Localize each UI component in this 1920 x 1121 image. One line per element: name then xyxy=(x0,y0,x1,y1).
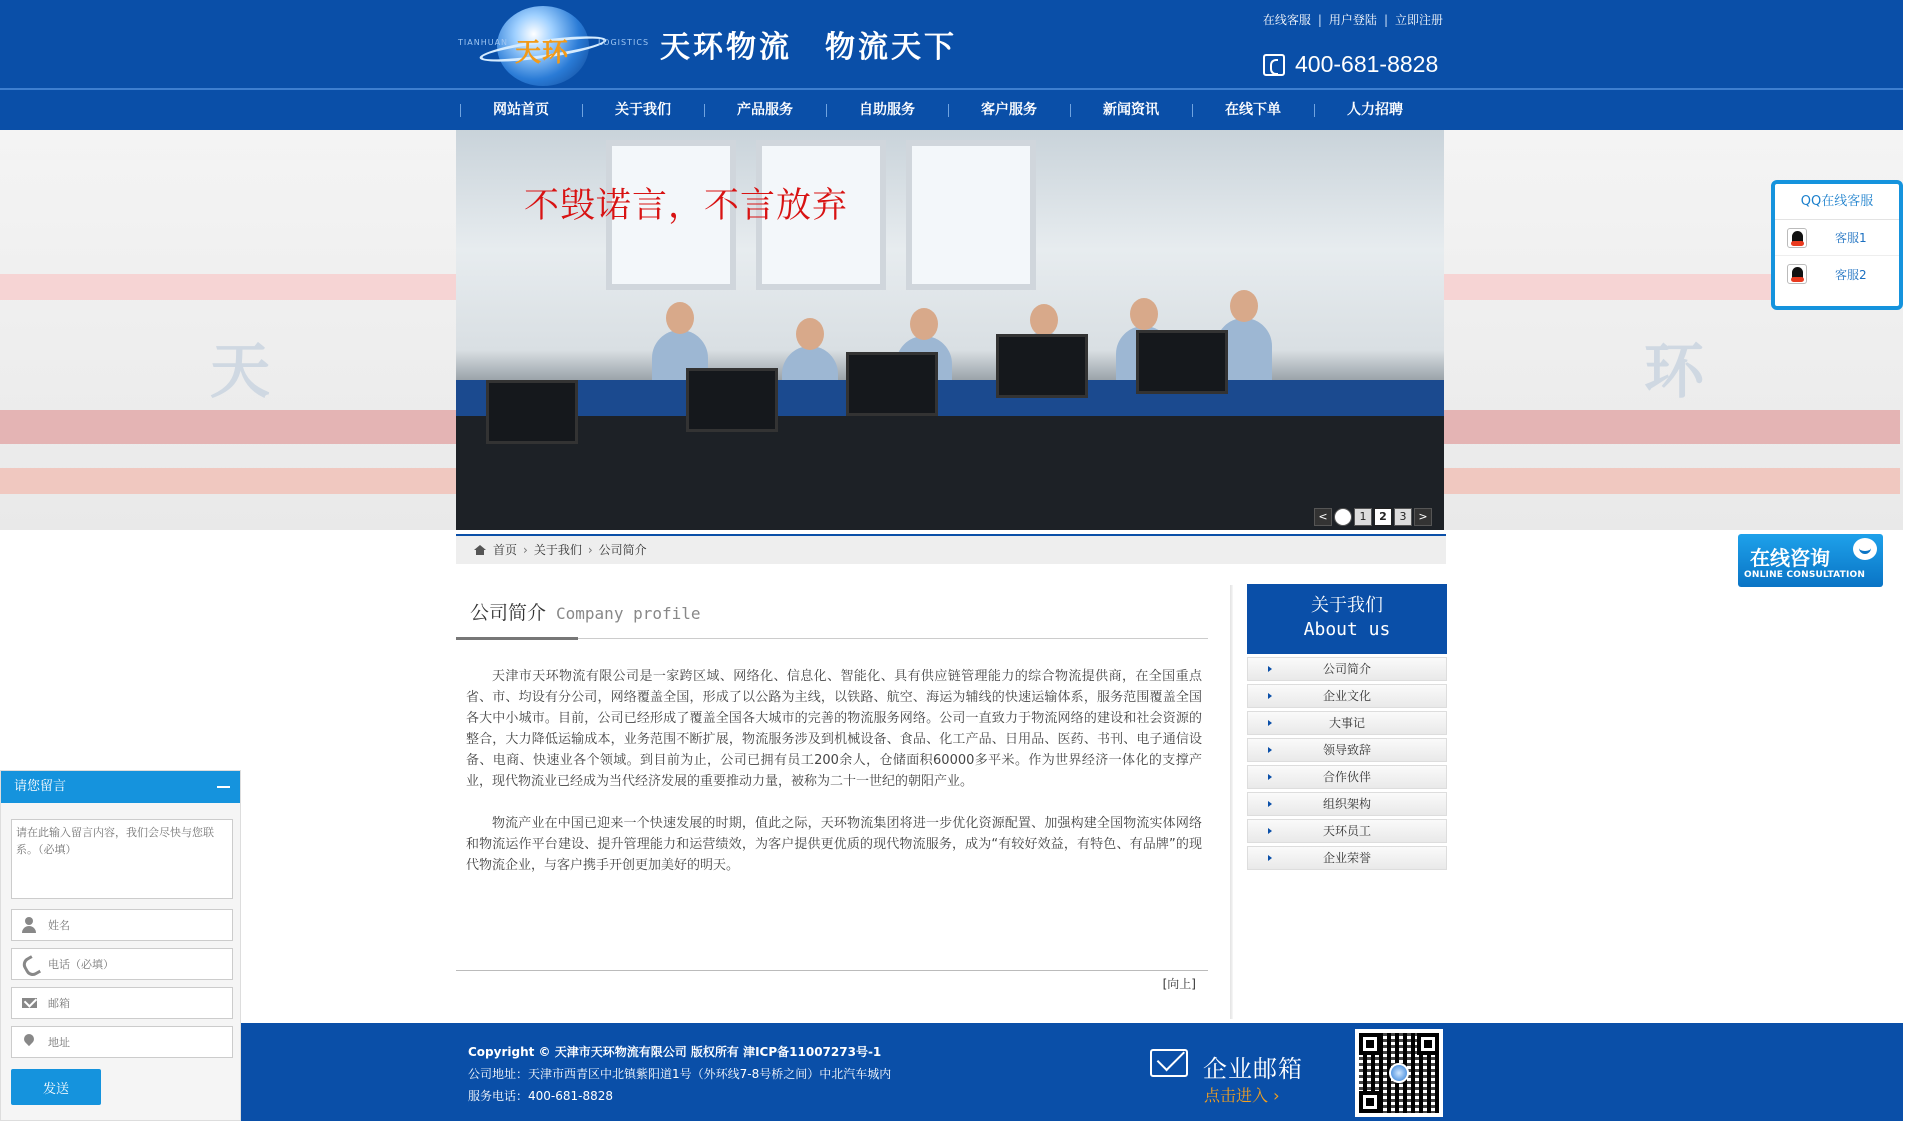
window-image xyxy=(906,140,1036,290)
message-content-input[interactable] xyxy=(11,819,233,899)
header-slogan: 天环物流 物流天下 xyxy=(660,30,957,65)
qq-agent-label: 客服2 xyxy=(1835,267,1867,282)
divider: | xyxy=(1383,13,1388,27)
person-head xyxy=(796,318,824,350)
triangle-right-icon xyxy=(1268,774,1272,780)
address-input[interactable] xyxy=(48,1036,218,1049)
triangle-right-icon xyxy=(1268,801,1272,807)
main-content xyxy=(456,580,1208,991)
triangle-right-icon xyxy=(1268,693,1272,699)
title-divider xyxy=(456,638,1208,639)
banner-caption: 不毁诺言，不言放弃 xyxy=(524,186,849,226)
logo-text: 天环 xyxy=(515,38,570,68)
name-field[interactable] xyxy=(11,909,233,941)
message-widget-header xyxy=(1,771,240,803)
person-head xyxy=(1230,290,1258,322)
sidebar-item-company-profile[interactable] xyxy=(1247,657,1447,681)
triangle-right-icon xyxy=(1268,747,1272,753)
page-title xyxy=(470,598,701,625)
sidebar-item-staff[interactable] xyxy=(1247,819,1447,843)
chevron-right-icon: › xyxy=(523,543,528,557)
qr-logo-icon xyxy=(1389,1063,1409,1083)
hero-banner[interactable] xyxy=(456,130,1444,530)
footer-copyright: Copyright © 天津市天环物流有限公司 版权所有 津ICP备11007273号-1 xyxy=(468,1045,882,1059)
divider: | xyxy=(1317,13,1322,27)
nav-item-news[interactable]: 新闻资讯 xyxy=(1070,90,1192,130)
qq-agent-2[interactable] xyxy=(1775,256,1899,292)
monitor-image xyxy=(846,352,938,416)
qq-penguin-icon xyxy=(1787,264,1807,284)
user-icon xyxy=(12,910,48,940)
chat-bubble-icon xyxy=(1853,538,1877,560)
sidebar-item-label: 组织架构 xyxy=(1322,797,1371,811)
sidebar-item-milestones[interactable] xyxy=(1247,711,1447,735)
logo-side-left: TIANHUAN xyxy=(458,38,509,47)
nav-item-online-order[interactable]: 在线下单 xyxy=(1192,90,1314,130)
nav-item-recruitment[interactable]: 人力招聘 xyxy=(1314,90,1436,130)
top-link-online-service[interactable]: 在线客服 xyxy=(1262,13,1311,27)
person-head xyxy=(1130,298,1158,330)
top-link-register[interactable]: 立即注册 xyxy=(1394,13,1443,27)
sidebar xyxy=(1247,584,1447,873)
banner-dot-icon[interactable] xyxy=(1334,508,1352,526)
top-link-login[interactable]: 用户登陆 xyxy=(1328,13,1377,27)
main-nav xyxy=(0,88,1903,130)
truck-text-left: 天 xyxy=(210,337,270,407)
article-paragraph: 物流产业在中国已迎来一个快速发展的时期，值此之际，天环物流集团将进一步优化资源配置、加强构建全国物流实体网络和物流运作平台建设、提升管理能力和运营绩效，为客户提供更优质的现代物流服务，成为“有较好效益，有特色、有品牌”的现代物流企业，与客户携手开创更加美好的明天。 xyxy=(466,816,1202,873)
nav-item-customer-service[interactable]: 客户服务 xyxy=(948,90,1070,130)
qq-panel-title: QQ在线客服 xyxy=(1775,184,1899,220)
desk-front-image xyxy=(456,416,1444,530)
banner-page-2[interactable]: 2 xyxy=(1374,508,1392,526)
footer-info xyxy=(468,1041,891,1107)
page-title-en: Company profile xyxy=(556,604,701,623)
triangle-right-icon xyxy=(1268,666,1272,672)
sidebar-item-leader-speech[interactable] xyxy=(1247,738,1447,762)
message-widget xyxy=(0,770,241,1121)
qq-penguin-icon xyxy=(1787,228,1807,248)
monitor-image xyxy=(996,334,1088,398)
banner-page-3[interactable]: 3 xyxy=(1394,508,1412,526)
nav-item-about[interactable]: 关于我们 xyxy=(582,90,704,130)
person-head xyxy=(910,308,938,340)
minimize-icon[interactable] xyxy=(217,786,230,788)
hotline-number: 400-681-8828 xyxy=(1295,51,1439,77)
send-button[interactable]: 发送 xyxy=(11,1069,101,1105)
location-pin-icon xyxy=(12,1027,48,1057)
phone-input[interactable] xyxy=(48,958,218,971)
monitor-image xyxy=(486,380,578,444)
sidebar-title-en: About us xyxy=(1303,619,1391,640)
hotline xyxy=(1263,51,1438,78)
breadcrumb-home[interactable]: 首页 xyxy=(493,543,518,557)
site-footer xyxy=(0,1023,1903,1121)
article-paragraph: 天津市天环物流有限公司是一家跨区域、网络化、信息化、智能化、具有供应链管理能力的综合物流提供商，在全国重点省、市、均设有分公司，网络覆盖全国，形成了以公路为主线，以铁路、航空、海运为辅线的快速运输体系，服务范围覆盖全国各大中小城市。目前，公司已经形成了覆盖全国各大城市的完善的物流服务网络。公司一直致力于物流网络的建设和社会资源的整合，大力降低运输成本，业务范围不断扩展，物流服务涉及到机械设备、食品、化工产品、日用品、医药、书刊、电子通信设备、电商、快速业各个领域。到目前为止，公司已拥有员工200余人，仓储面积60000多平米。作为世界经济一体化的支撑产业，现代物流业已经成为当代经济发展的重要推动力量，被称为二十一世纪的朝阳产业。 xyxy=(466,669,1202,789)
desk-image xyxy=(456,380,1444,416)
nav-item-products[interactable]: 产品服务 xyxy=(704,90,826,130)
sidebar-item-honors[interactable] xyxy=(1247,846,1447,870)
envelope-icon xyxy=(1150,1049,1188,1077)
nav-item-self-service[interactable]: 自助服务 xyxy=(826,90,948,130)
triangle-right-icon xyxy=(1268,828,1272,834)
nav-item-home[interactable]: 网站首页 xyxy=(460,90,582,130)
banner-page-1[interactable]: 1 xyxy=(1354,508,1372,526)
top-links xyxy=(1263,11,1443,28)
banner-controls xyxy=(1314,508,1432,526)
sidebar-item-label: 企业文化 xyxy=(1322,689,1371,703)
banner-next-button[interactable]: > xyxy=(1414,508,1432,526)
phone-field[interactable] xyxy=(11,948,233,980)
monitor-image xyxy=(1136,330,1228,394)
truck-text-right: 环 xyxy=(1644,337,1704,407)
footer-phone: 服务电话：400-681-8828 xyxy=(468,1089,614,1103)
online-consult-button[interactable] xyxy=(1738,534,1883,587)
address-field[interactable] xyxy=(11,1026,233,1058)
column-divider xyxy=(1230,585,1233,1019)
sidebar-item-culture[interactable] xyxy=(1247,684,1447,708)
person-head xyxy=(666,302,694,334)
logo-side-right: LOGISTICS xyxy=(598,38,650,47)
home-icon xyxy=(474,545,485,555)
breadcrumb-current[interactable]: 公司简介 xyxy=(598,543,647,557)
sidebar-item-partners[interactable] xyxy=(1247,765,1447,789)
page-title-zh: 公司简介 xyxy=(470,602,547,624)
content-divider xyxy=(456,970,1208,971)
sidebar-title: 关于我们 xyxy=(1311,595,1383,616)
footer-address: 公司地址：天津市西青区中北镇紫阳道1号（外环线7-8号桥之间）中北汽车城内 xyxy=(468,1067,892,1081)
email-input[interactable] xyxy=(48,997,218,1010)
monitor-image xyxy=(686,368,778,432)
name-input[interactable] xyxy=(48,919,218,932)
back-to-top-link[interactable]: [向上] xyxy=(1162,977,1196,991)
email-field[interactable] xyxy=(11,987,233,1019)
qq-agent-label: 客服1 xyxy=(1835,231,1867,245)
truck-image-left xyxy=(0,254,456,484)
mail-enter-link[interactable]: 点击进入 › xyxy=(1204,1086,1280,1105)
person-head xyxy=(1030,304,1058,336)
qq-service-panel xyxy=(1771,180,1903,310)
sidebar-item-label: 领导致辞 xyxy=(1322,743,1371,757)
sidebar-item-label: 公司简介 xyxy=(1322,662,1371,676)
sidebar-item-organization[interactable] xyxy=(1247,792,1447,816)
sidebar-item-label: 企业荣誉 xyxy=(1322,851,1371,865)
article-body xyxy=(466,666,1202,897)
consult-title: 在线咨询 xyxy=(1750,546,1830,570)
breadcrumb xyxy=(456,534,1446,564)
message-widget-title: 请您留言 xyxy=(14,779,67,794)
qq-agent-1[interactable] xyxy=(1775,220,1899,256)
breadcrumb-about[interactable]: 关于我们 xyxy=(533,543,582,557)
triangle-right-icon xyxy=(1268,855,1272,861)
logo-globe-icon[interactable] xyxy=(497,6,589,86)
consult-subtitle: ONLINE CONSULTATION xyxy=(1744,570,1866,580)
qr-code xyxy=(1355,1029,1443,1117)
sidebar-item-label: 合作伙伴 xyxy=(1322,770,1371,784)
banner-prev-button[interactable]: < xyxy=(1314,508,1332,526)
site-header xyxy=(0,0,1903,88)
sidebar-item-label: 天环员工 xyxy=(1322,824,1371,838)
mail-title: 企业邮箱 xyxy=(1203,1055,1303,1083)
mail-icon xyxy=(12,988,48,1018)
phone-icon xyxy=(12,949,48,979)
sidebar-header xyxy=(1247,584,1447,654)
enterprise-mail-link[interactable] xyxy=(1148,1035,1318,1105)
phone-icon xyxy=(1263,54,1285,76)
sidebar-item-label: 大事记 xyxy=(1328,716,1365,730)
triangle-right-icon xyxy=(1268,720,1272,726)
chevron-right-icon: › xyxy=(587,543,593,557)
